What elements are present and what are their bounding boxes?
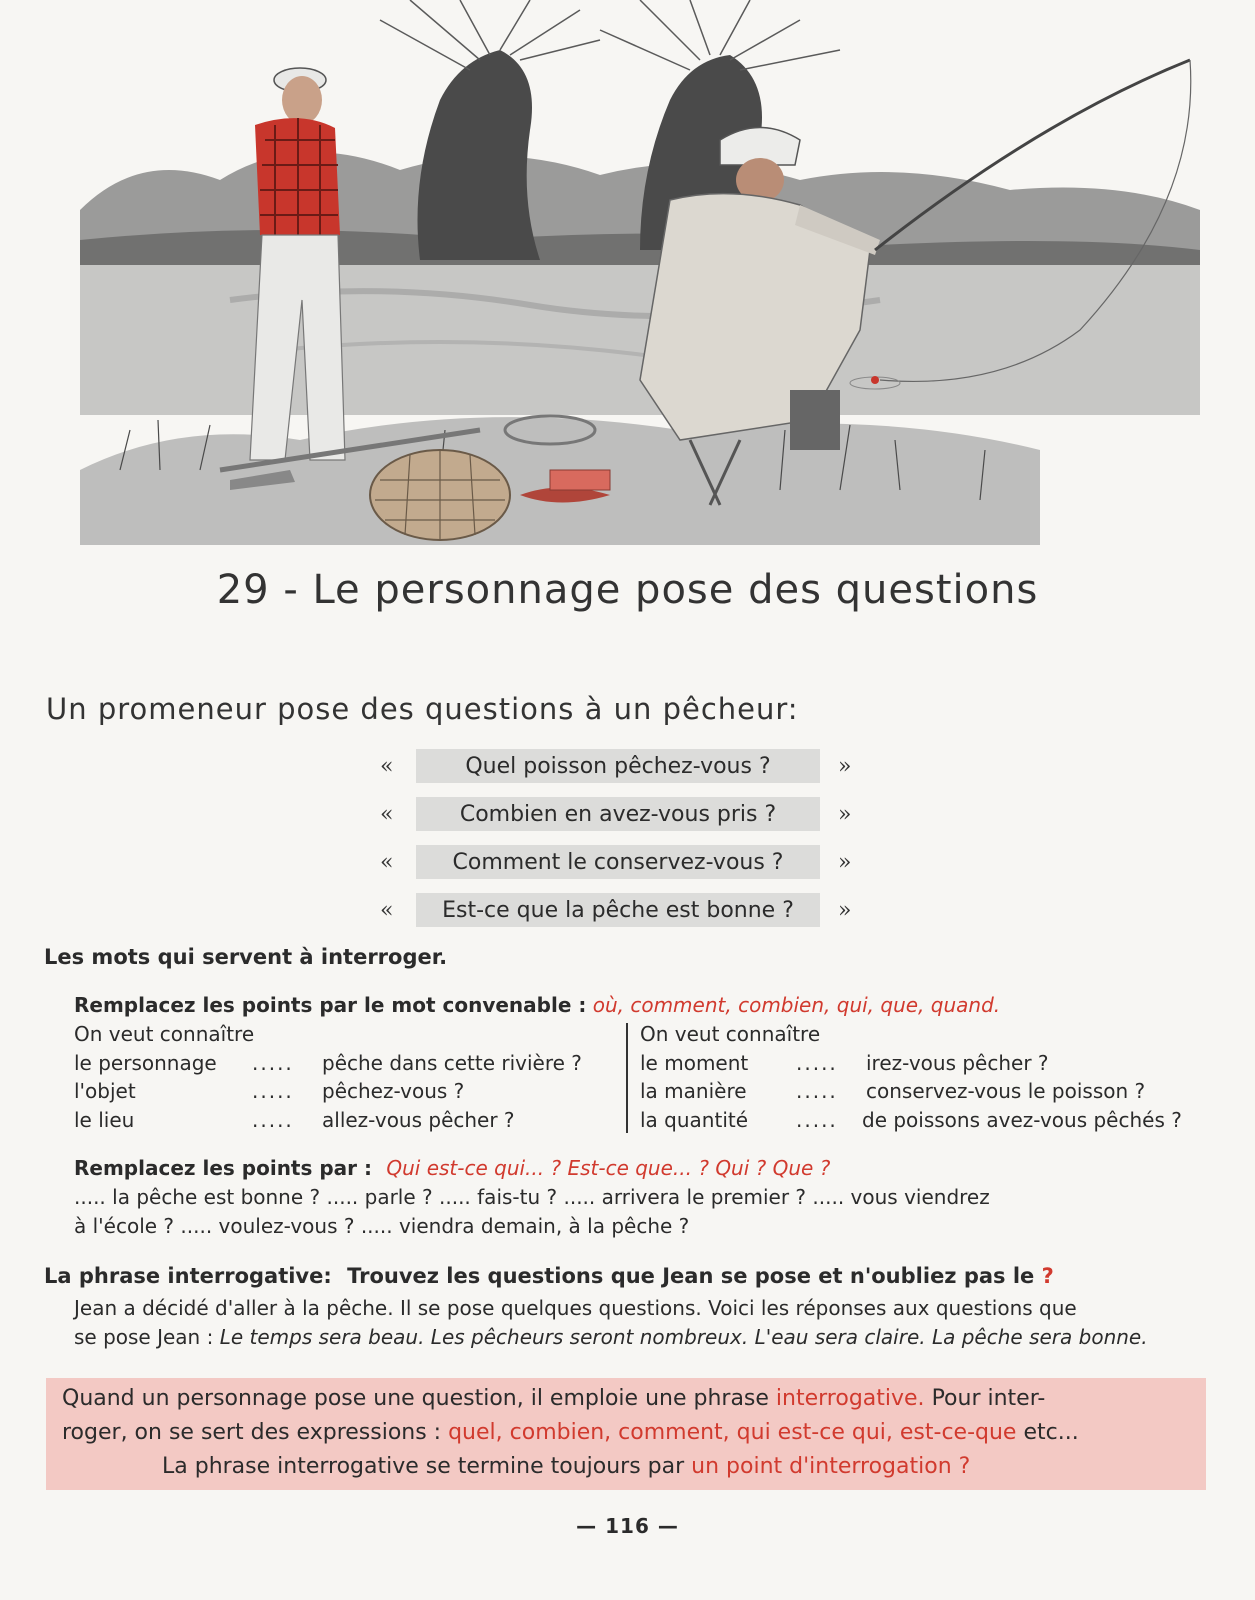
section2-instruction: Trouvez les questions que Jean se pose et n'oubliez pas le [347,1264,1035,1288]
fishing-illustration [80,0,1220,545]
intro-text: Un promeneur pose des questions à un pêcheur: [46,692,799,726]
exercise2-instruction: Remplacez les points par : [74,1156,372,1180]
row-dots: ..... [796,1079,838,1103]
question-text: Comment le conservez-vous ? [416,845,820,879]
row-dots: ..... [252,1079,294,1103]
column-header: On veut connaître [640,1022,821,1046]
row-label: la manière [640,1079,747,1103]
rule-text: etc... [1023,1420,1079,1445]
exercise-row [74,1077,582,1106]
section2-heading-line [44,1264,1054,1288]
section-heading-mots: Les mots qui servent à interroger. [44,945,448,969]
page-number: — 116 — [576,1514,679,1538]
rule-text: La phrase interrogative se termine toujours par [162,1454,685,1479]
row-dots: ..... [252,1050,294,1075]
close-quote: » [838,849,852,875]
column-header: On veut connaître [74,1022,255,1046]
row-label: l'objet [74,1079,136,1103]
section2-answers: Le temps sera beau. Les pêcheurs seront nombreux. L'eau sera claire. La pêche sera bonne. [219,1324,1148,1349]
question-text: Combien en avez-vous pris ? [416,797,820,831]
question-row [380,886,880,934]
exercise1-right-column [640,1020,1182,1134]
row-label: le personnage [74,1050,217,1075]
section2-line [74,1323,1204,1352]
rule-text: roger, on se sert des expressions : [62,1420,442,1445]
exercise2-heading [74,1156,830,1180]
exercise2-line: ..... la pêche est bonne ? ..... parle ? ..... fais-tu ? ..... arrivera le premier ? ..... vous viendrez [74,1185,990,1209]
exercise1-words: où, comment, combien, qui, que, quand. [592,993,1001,1017]
row-text: de poissons avez-vous pêchés ? [862,1107,1182,1132]
row-label: la quantité [640,1107,749,1132]
close-quote: » [838,801,852,827]
close-quote: » [838,897,852,923]
exercise2-text [74,1183,1204,1240]
rule-highlight: quel, combien, comment, qui est-ce qui, est-ce-que [448,1420,1017,1445]
question-list [380,742,880,934]
exercise-row [640,1106,1182,1135]
rule-highlight: interrogative. [775,1386,925,1411]
question-row [380,838,880,886]
rule-text: Pour inter- [931,1386,1046,1411]
row-dots: ..... [252,1107,294,1132]
row-label: le lieu [74,1107,135,1132]
row-text: irez-vous pêcher ? [866,1050,1049,1075]
exercise1-instruction: Remplacez les points par le mot convenable : [74,993,587,1017]
rule-text: Quand un personnage pose une question, il emploie une phrase [62,1386,769,1411]
question-mark: ? [1041,1264,1054,1288]
chapter-title: 29 - Le personnage pose des questions [216,567,1039,613]
section2-text [74,1294,1204,1351]
section2-heading: La phrase interrogative: [44,1264,332,1288]
open-quote: « [380,753,394,779]
question-text: Est-ce que la pêche est bonne ? [416,893,820,927]
exercise-row [640,1077,1182,1106]
rule-highlight: un point d'interrogation ? [691,1454,971,1479]
row-text: pêche dans cette rivière ? [322,1050,582,1075]
row-text: pêchez-vous ? [322,1079,465,1103]
exercise1-left-column [74,1020,582,1134]
row-text: allez-vous pêcher ? [322,1107,515,1132]
question-text: Quel poisson pêchez-vous ? [416,749,820,783]
open-quote: « [380,897,394,923]
question-row [380,742,880,790]
section2-line-start: se pose Jean : [74,1324,214,1349]
open-quote: « [380,801,394,827]
rule-box [46,1378,1206,1490]
exercise-row [640,1049,1182,1078]
column-divider [626,1023,628,1133]
exercise-row [74,1106,582,1135]
exercise2-line: à l'école ? ..... voulez-vous ? ..... viendra demain, à la pêche ? [74,1213,690,1238]
rule-line-1 [62,1386,1045,1411]
row-dots: ..... [796,1107,838,1132]
open-quote: « [380,849,394,875]
row-text: conservez-vous le poisson ? [866,1079,1146,1103]
question-row [380,790,880,838]
exercise-row [74,1049,582,1078]
row-label: le moment [640,1050,749,1075]
rule-line-2 [62,1420,1079,1445]
exercise2-words: Qui est-ce qui... ? Est-ce que... ? Qui ? Que ? [386,1156,831,1180]
close-quote: » [838,753,852,779]
row-dots: ..... [796,1050,838,1075]
rule-line-3 [162,1454,970,1479]
section2-line: Jean a décidé d'aller à la pêche. Il se pose quelques questions. Voici les réponses aux questions que [74,1296,1077,1320]
exercise1-heading [74,993,1000,1017]
